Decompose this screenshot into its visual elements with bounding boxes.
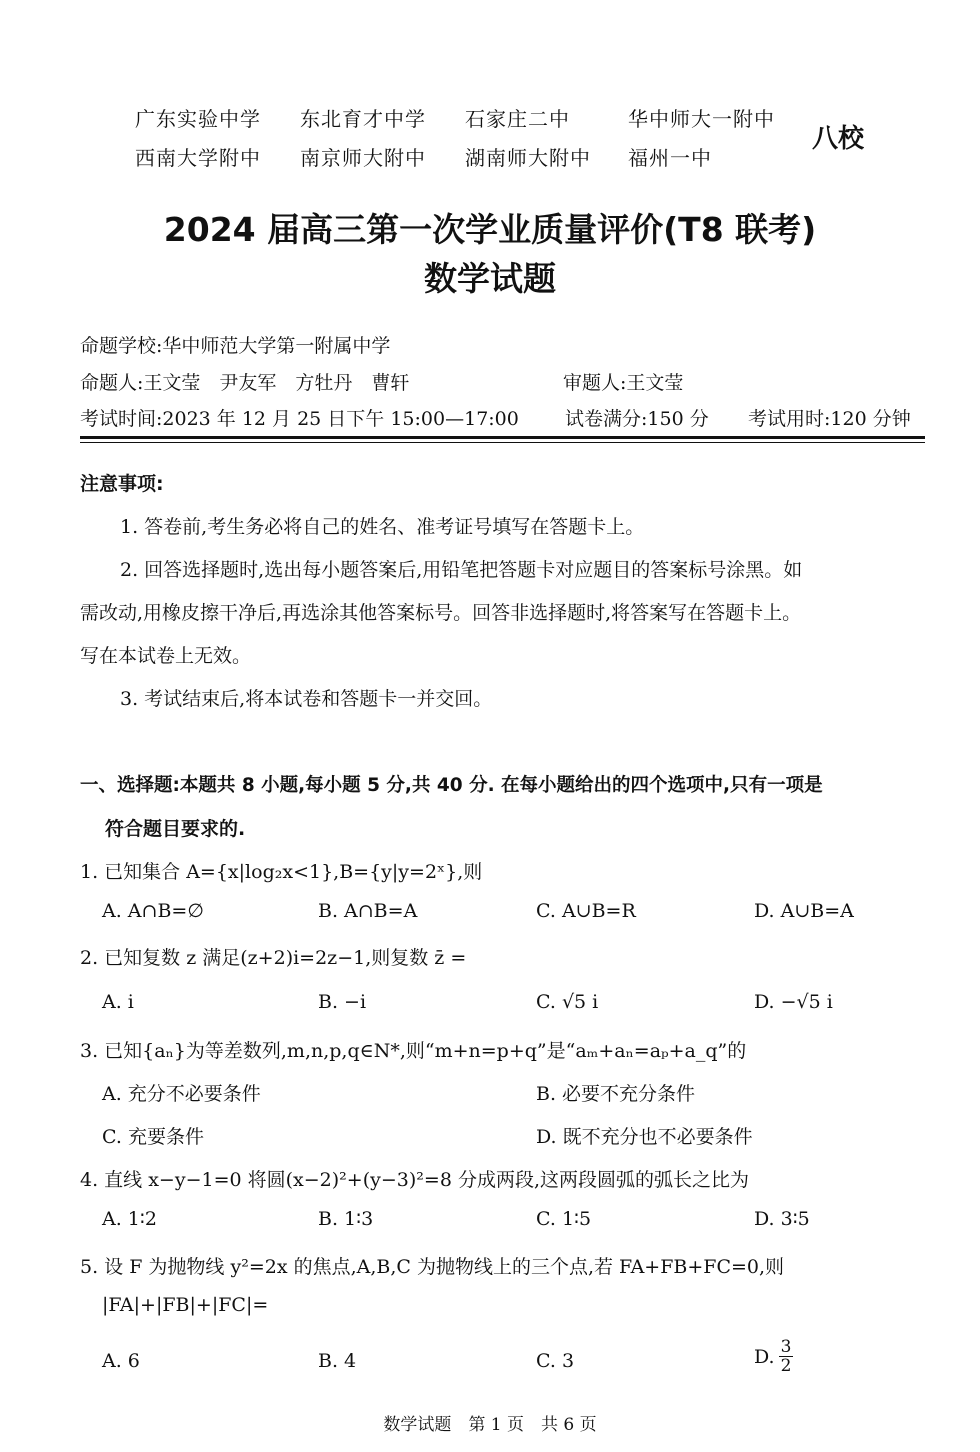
- q1-option-c: C. A∪B=R: [536, 900, 636, 922]
- setter-school: 命题学校:华中师范大学第一附属中学: [80, 335, 391, 357]
- question-2: 2. 已知复数 z 满足(z+2)i=2z−1,则复数 z̄ =: [80, 947, 467, 969]
- q3-option-d: D. 既不充分也不必要条件: [536, 1126, 753, 1148]
- header-divider-thin: [80, 442, 925, 443]
- q4-option-a: A. 1∶2: [102, 1208, 157, 1230]
- q3-option-c: C. 充要条件: [102, 1126, 204, 1148]
- question-1: 1. 已知集合 A={x|log₂x<1},B={y|y=2ˣ},则: [80, 861, 483, 883]
- q5-option-c: C. 3: [536, 1350, 575, 1372]
- exam-title: 2024 届高三第一次学业质量评价(T8 联考): [163, 210, 817, 249]
- fraction-denominator: 2: [780, 1356, 792, 1376]
- school-4: 华中师大一附中: [628, 107, 775, 131]
- school-8: 福州一中: [628, 146, 712, 170]
- school-5: 西南大学附中: [135, 146, 261, 170]
- q4-option-b: B. 1∶3: [318, 1208, 374, 1230]
- subject-title: 数学试题: [424, 259, 556, 298]
- q2-option-c: C. √5 i: [536, 991, 599, 1013]
- notice-item-1: 1. 答卷前,考生务必将自己的姓名、准考证号填写在答题卡上。: [120, 516, 645, 538]
- reviewer: 审题人:王文莹: [563, 372, 684, 394]
- school-3: 石家庄二中: [465, 107, 570, 131]
- full-score: 试卷满分:150 分: [565, 408, 709, 430]
- q1-option-d: D. A∪B=A: [754, 900, 854, 922]
- q1-option-b: B. A∩B=A: [318, 900, 418, 922]
- q5-option-d-label: D.: [754, 1345, 775, 1368]
- q2-option-a: A. i: [102, 991, 134, 1013]
- duration: 考试用时:120 分钟: [748, 408, 911, 430]
- q5-option-b: B. 4: [318, 1350, 357, 1372]
- question-5: 5. 设 F 为抛物线 y²=2x 的焦点,A,B,C 为抛物线上的三个点,若 FA+FB+FC=0,则: [80, 1256, 785, 1278]
- school-6: 南京师大附中: [300, 146, 426, 170]
- q4-option-c: C. 1∶5: [536, 1208, 592, 1230]
- notice-item-2-line3: 写在本试卷上无效。: [80, 645, 252, 667]
- school-7: 湖南师大附中: [465, 146, 591, 170]
- section-heading-line2: 符合题目要求的.: [105, 818, 246, 840]
- q5-option-a: A. 6: [102, 1350, 140, 1372]
- notice-item-2-line2: 需改动,用橡皮擦干净后,再选涂其他答案标号。回答非选择题时,将答案写在答题卡上。: [80, 602, 802, 624]
- setters: 命题人:王文莹 尹友军 方牡丹 曹轩: [80, 372, 410, 394]
- notice-heading: 注意事项:: [80, 473, 164, 495]
- q2-option-d: D. −√5 i: [754, 991, 833, 1013]
- q3-option-a: A. 充分不必要条件: [102, 1083, 261, 1105]
- notice-item-2-line1: 2. 回答选择题时,选出每小题答案后,用铅笔把答题卡对应题目的答案标号涂黑。如: [120, 559, 803, 581]
- question-5-line2: |FA|+|FB|+|FC|=: [102, 1294, 269, 1316]
- page-footer: 数学试题 第 1 页 共 6 页: [383, 1415, 597, 1435]
- q5-option-d: [754, 1338, 793, 1375]
- school-2: 东北育才中学: [300, 107, 426, 131]
- notice-item-3: 3. 考试结束后,将本试卷和答题卡一并交回。: [120, 688, 493, 710]
- q3-option-b: B. 必要不充分条件: [536, 1083, 696, 1105]
- q1-option-a: A. A∩B=∅: [102, 900, 204, 922]
- q4-option-d: D. 3∶5: [754, 1208, 810, 1230]
- school-1: 广东实验中学: [135, 107, 261, 131]
- section-heading-line1: 一、选择题:本题共 8 小题,每小题 5 分,共 40 分. 在每小题给出的四个选项中,只有一项是: [80, 775, 823, 796]
- question-4: 4. 直线 x−y−1=0 将圆(x−2)²+(y−3)²=8 分成两段,这两段圆弧的弧长之比为: [80, 1169, 749, 1191]
- exam-time: 考试时间:2023 年 12 月 25 日下午 15:00—17:00: [80, 408, 519, 430]
- q2-option-b: B. −i: [318, 991, 367, 1013]
- header-divider-thick: [80, 436, 925, 439]
- group-label: 八校: [812, 124, 865, 154]
- question-3: 3. 已知{aₙ}为等差数列,m,n,p,q∈N*,则“m+n=p+q”是“aₘ+aₙ=aₚ+a_q”的: [80, 1040, 747, 1062]
- fraction-numerator: 3: [780, 1337, 792, 1357]
- q5-option-d-fraction: [779, 1338, 794, 1375]
